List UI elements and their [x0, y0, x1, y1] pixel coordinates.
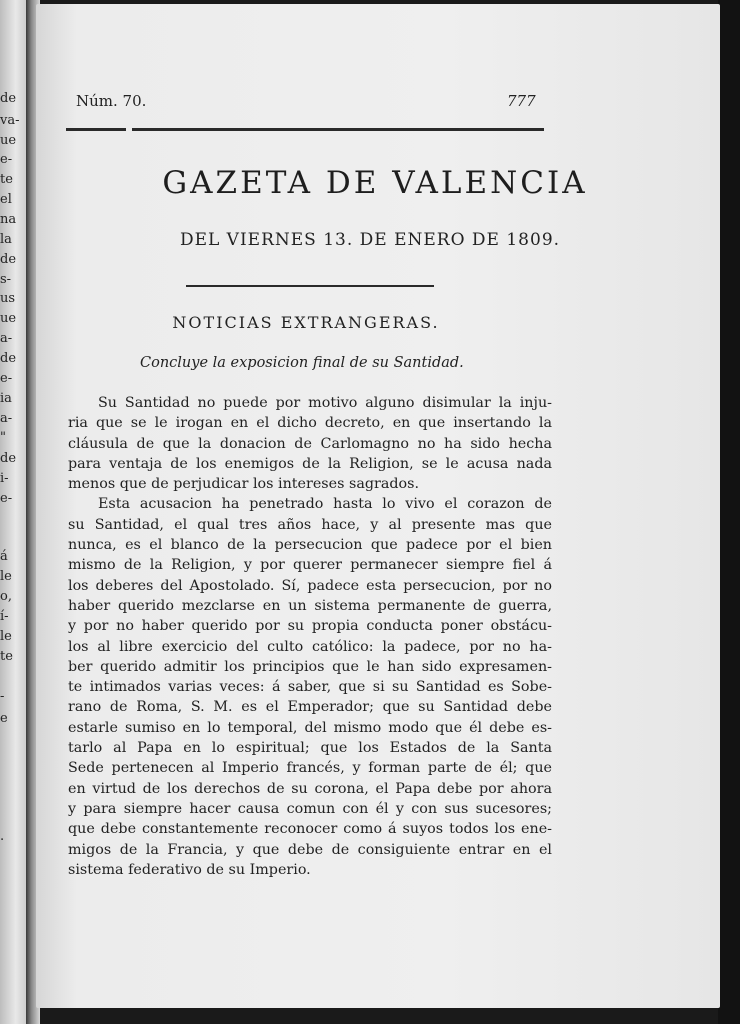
text-line: en virtud de los derechos de su corona, el Papa debe por ahora: [68, 780, 552, 797]
facing-page-fragment: na: [0, 212, 17, 227]
header-rule-left: [66, 128, 126, 131]
facing-page-edge: [0, 0, 26, 1024]
facing-page-fragment: á: [0, 549, 8, 564]
paragraph-2: [68, 494, 552, 880]
facing-page-fragment: la: [0, 232, 12, 247]
issue-number: Núm. 70.: [76, 92, 147, 110]
facing-page-fragment: a-: [0, 411, 13, 426]
text-line: ber querido admitir los principios que le han sido expresamen-: [68, 658, 552, 675]
paragraph-1: [68, 393, 552, 494]
text-line: tarlo al Papa en lo espiritual; que los Estados de la Santa: [68, 740, 552, 757]
facing-page-fragment: le: [0, 569, 12, 584]
text-line: nunca, es el blanco de la persecucion que padece por el bien: [68, 537, 552, 554]
facing-page-fragment: ia: [0, 391, 12, 406]
facing-page-fragment: va-: [0, 113, 20, 128]
text-line: Sede pertenecen al Imperio francés, y forman parte de él; que: [68, 760, 552, 777]
text-line: para ventaja de los enemigos de la Religion, se le acusa nada: [68, 455, 552, 472]
text-line: y para siempre hacer causa comun con él y con sus sucesores;: [68, 800, 552, 817]
page-number: 777: [507, 92, 536, 110]
facing-page-fragment: -: [0, 689, 5, 704]
article-body: [68, 393, 552, 880]
facing-page-fragment: de: [0, 252, 17, 267]
header-rule-main: [132, 128, 544, 131]
facing-page-fragment: e-: [0, 152, 13, 167]
text-line: haber querido mezclarse en un sistema permanente de guerra,: [68, 597, 552, 614]
text-line: ria que se le irogan en el dicho decreto, en que insertando la: [68, 415, 552, 432]
text-line: los al libre exercicio del culto católico: la padece, por no ha-: [68, 638, 552, 655]
text-line: te intimados varias veces: á saber, que si su Santidad es Sobe-: [68, 679, 552, 696]
text-line: rano de Roma, S. M. es el Emperador; que su Santidad debe: [68, 699, 552, 716]
facing-page-fragment: o,: [0, 589, 12, 604]
facing-page-fragment: le: [0, 629, 12, 644]
facing-page-fragment: ue: [0, 311, 17, 326]
text-line: Esta acusacion ha penetrado hasta lo vivo el corazon de: [98, 496, 552, 513]
facing-page-fragment: s-: [0, 272, 12, 287]
text-line: y por no haber querido por su propia conducta poner obstácu-: [68, 618, 552, 635]
text-line: menos que de perjudicar los intereses sagrados.: [68, 476, 419, 493]
section-divider: [186, 285, 434, 287]
text-line: que debe constantemente reconocer como á suyos todos los ene-: [68, 821, 552, 838]
text-line: su Santidad, el qual tres años hace, y al presente mas que: [68, 516, 552, 533]
text-line: sistema federativo de su Imperio.: [68, 861, 311, 878]
facing-page-fragment: de: [0, 91, 17, 106]
facing-page-fragment: ": [0, 430, 6, 445]
text-line: los deberes del Apostolado. Sí, padece esta persecucion, por no: [68, 577, 552, 594]
section-heading: NOTICIAS EXTRANGERAS.: [172, 313, 440, 332]
text-line: estarle sumiso en lo temporal, del mismo modo que él debe es-: [68, 719, 552, 736]
facing-page-fragment: te: [0, 172, 13, 187]
facing-page-fragment: ue: [0, 133, 17, 148]
facing-page-fragment: us: [0, 291, 16, 306]
facing-page-fragment: .: [0, 829, 5, 844]
text-line: Su Santidad no puede por motivo alguno disimular la inju-: [98, 395, 552, 411]
facing-page-fragment: e: [0, 711, 8, 726]
text-line: cláusula de que la donacion de Carlomagno no ha sido hecha: [68, 435, 552, 452]
text-line: migos de la Francia, y que debe de consiguiente entrar en el: [68, 841, 552, 858]
scan-border: [718, 0, 740, 1024]
facing-page-fragment: í-: [0, 609, 9, 624]
facing-page-fragment: a-: [0, 331, 13, 346]
text-line: mismo de la Religion, y por querer permanecer siempre fiel á: [68, 557, 552, 574]
facing-page-fragment: te: [0, 649, 13, 664]
facing-page-fragment: i-: [0, 471, 9, 486]
facing-page-fragment: de: [0, 451, 17, 466]
facing-page-fragment: e-: [0, 491, 13, 506]
facing-page-fragment: el: [0, 192, 12, 207]
article-subheading: Concluye la exposicion final de su Santidad.: [140, 355, 464, 371]
dateline: DEL VIERNES 13. DE ENERO DE 1809.: [179, 230, 561, 250]
masthead-title: GAZETA DE VALENCIA: [162, 165, 588, 201]
facing-page-fragment: de: [0, 351, 17, 366]
facing-page-fragment: e-: [0, 371, 13, 386]
